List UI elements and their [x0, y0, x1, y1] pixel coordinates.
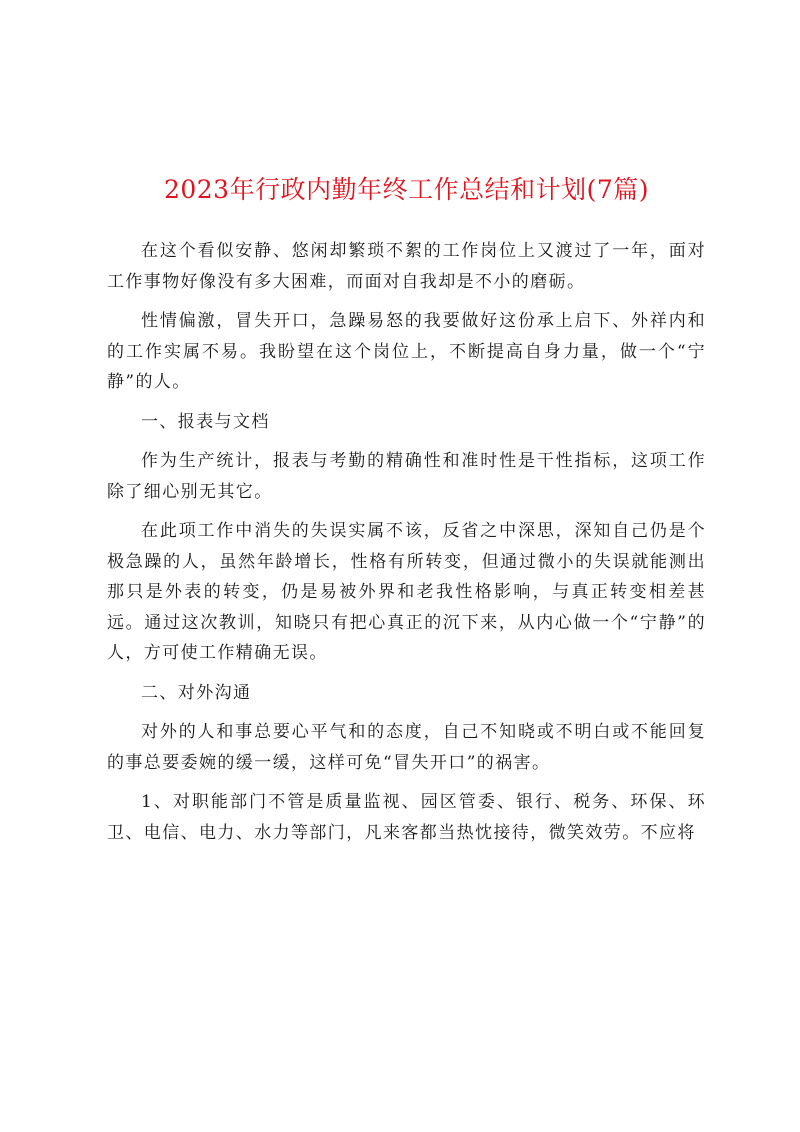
paragraph-personality: 性情偏激，冒失开口，急躁易怒的我要做好这份承上启下、外祥内和的工作实属不易。我盼望在这个岗位上，不断提高自身力量，做一个“宁静”的人。	[107, 311, 706, 392]
section-heading-communication: 二、对外沟通	[141, 682, 252, 703]
section-heading-reports: 一、报表与文档	[141, 411, 270, 432]
paragraph-reflection: 在此项工作中消失的失误实属不该，反省之中深思，深知自己仍是个极急躁的人，虽然年龄增长，性格有所转变，但通过微小的失误就能测出那只是外表的转变，仍是易被外界和老我性格影响，与真正转变相差甚远。通过这次教训，知晓只有把心真正的沉下来，从内心做一个“宁静”的人，方可使工作精确无误。	[107, 521, 706, 663]
document-body	[107, 236, 706, 848]
document-title: 2023年行政内勤年终工作总结和计划(7篇)	[163, 175, 650, 204]
paragraph-communication: 对外的人和事总要心平气和的态度，自己不知晓或不明白或不能回复的事总要委婉的缓一缓，这样可免“冒失开口”的祸害。	[107, 722, 706, 773]
paragraph-reports: 作为生产统计，报表与考勤的精确性和准时性是干性指标，这项工作除了细心别无其它。	[107, 451, 706, 502]
paragraph-intro: 在这个看似安静、悠闲却繁琐不絮的工作岗位上又渡过了一年，面对工作事物好像没有多大困难，而面对自我却是不小的磨砺。	[107, 241, 706, 292]
paragraph-departments: 1、对职能部门不管是质量监视、园区管委、银行、税务、环保、环卫、电信、电力、水力等部门，凡来客都当热忱接待，微笑效劳。不应将	[107, 792, 706, 843]
